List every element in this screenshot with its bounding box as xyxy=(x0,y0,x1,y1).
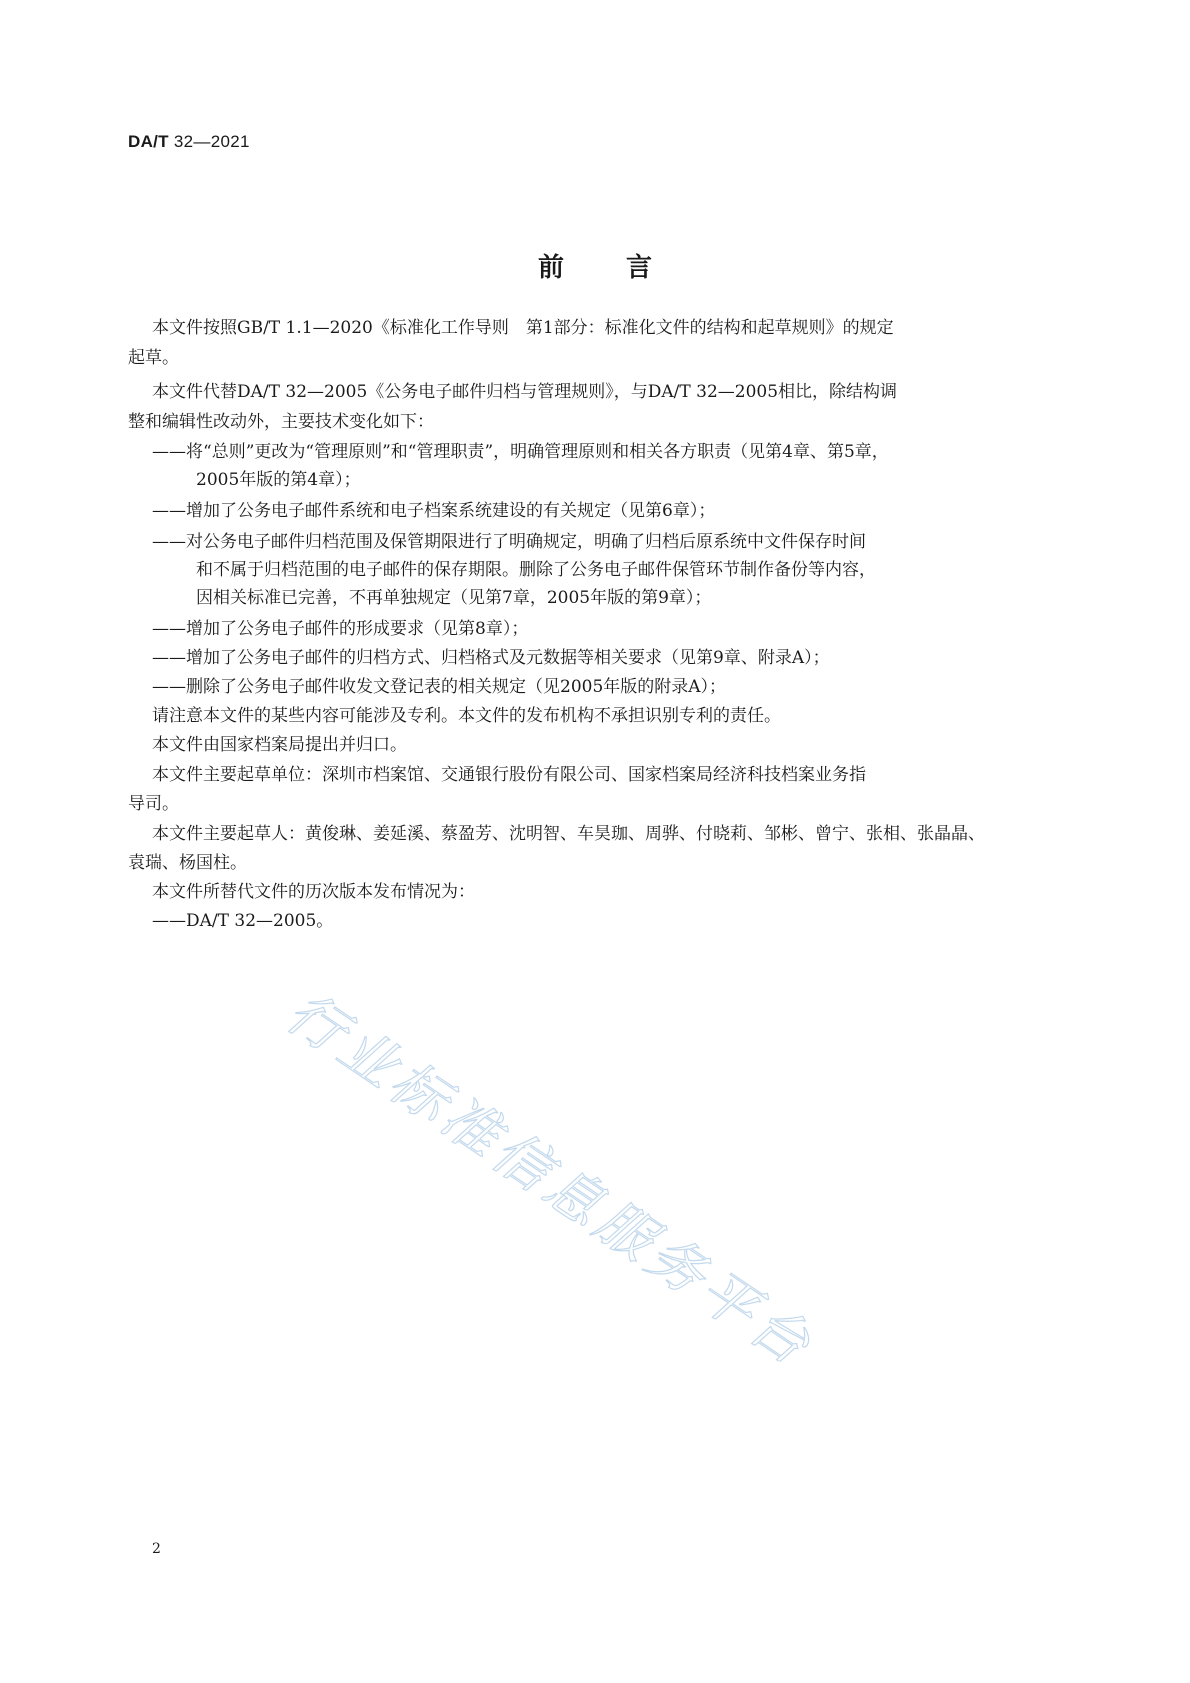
list-item: ——DA/T 32—2005。 xyxy=(152,911,334,931)
list-item: ——增加了公务电子邮件系统和电子档案系统建设的有关规定（见第6章）； xyxy=(152,501,716,521)
paragraph-line: 整和编辑性改动外，主要技术变化如下： xyxy=(128,412,434,432)
paragraph-line: 导司。 xyxy=(128,794,179,814)
standard-code-prefix: DA/T xyxy=(128,132,169,151)
page-number: 2 xyxy=(152,1541,161,1557)
paragraph-line: 起草。 xyxy=(128,348,179,368)
list-item-continuation: 因相关标准已完善，不再单独规定（见第7章，2005年版的第9章）； xyxy=(196,588,712,608)
paragraph-line: 本文件主要起草人：黄俊琳、姜延溪、蔡盈芳、沈明智、车昊珈、周骅、付晓莉、邹彬、曾宁、张相、张晶晶、 xyxy=(152,824,985,844)
list-item: ——删除了公务电子邮件收发文登记表的相关规定（见2005年版的附录A）； xyxy=(152,677,727,697)
paragraph-line: 本文件代替DA/T 32—2005《公务电子邮件归档与管理规则》，与DA/T 32—2005相比，除结构调 xyxy=(152,382,898,402)
page-title: 前言 xyxy=(537,253,714,283)
list-item-continuation: 和不属于归档范围的电子邮件的保存期限。删除了公务电子邮件保管环节制作备份等内容， xyxy=(196,560,876,580)
watermark: 行业标准信息服务平台 xyxy=(274,979,826,1381)
paragraph-line: 本文件由国家档案局提出并归口。 xyxy=(152,735,407,755)
paragraph-line: 袁瑞、杨国柱。 xyxy=(128,853,247,873)
standard-code xyxy=(128,132,250,152)
paragraph-line: 本文件主要起草单位：深圳市档案馆、交通银行股份有限公司、国家档案局经济科技档案业务指 xyxy=(152,765,866,785)
standard-code-number: 32—2021 xyxy=(173,132,250,151)
paragraph-line: 本文件所替代文件的历次版本发布情况为： xyxy=(152,882,475,902)
paragraph-line: 请注意本文件的某些内容可能涉及专利。本文件的发布机构不承担识别专利的责任。 xyxy=(152,706,781,726)
list-item: ——增加了公务电子邮件的归档方式、归档格式及元数据等相关要求（见第9章、附录A）； xyxy=(152,648,830,668)
list-item: ——对公务电子邮件归档范围及保管期限进行了明确规定，明确了归档后原系统中文件保存时间 xyxy=(152,532,866,552)
list-item: ——将“总则”更改为“管理原则”和“管理职责”，明确管理原则和相关各方职责（见第4章、第5章， xyxy=(152,442,889,462)
list-item-continuation: 2005年版的第4章）； xyxy=(196,470,361,490)
paragraph-line: 本文件按照GB/T 1.1—2020《标准化工作导则 第1部分：标准化文件的结构和起草规则》的规定 xyxy=(152,318,894,338)
list-item: ——增加了公务电子邮件的形成要求（见第8章）； xyxy=(152,619,529,639)
